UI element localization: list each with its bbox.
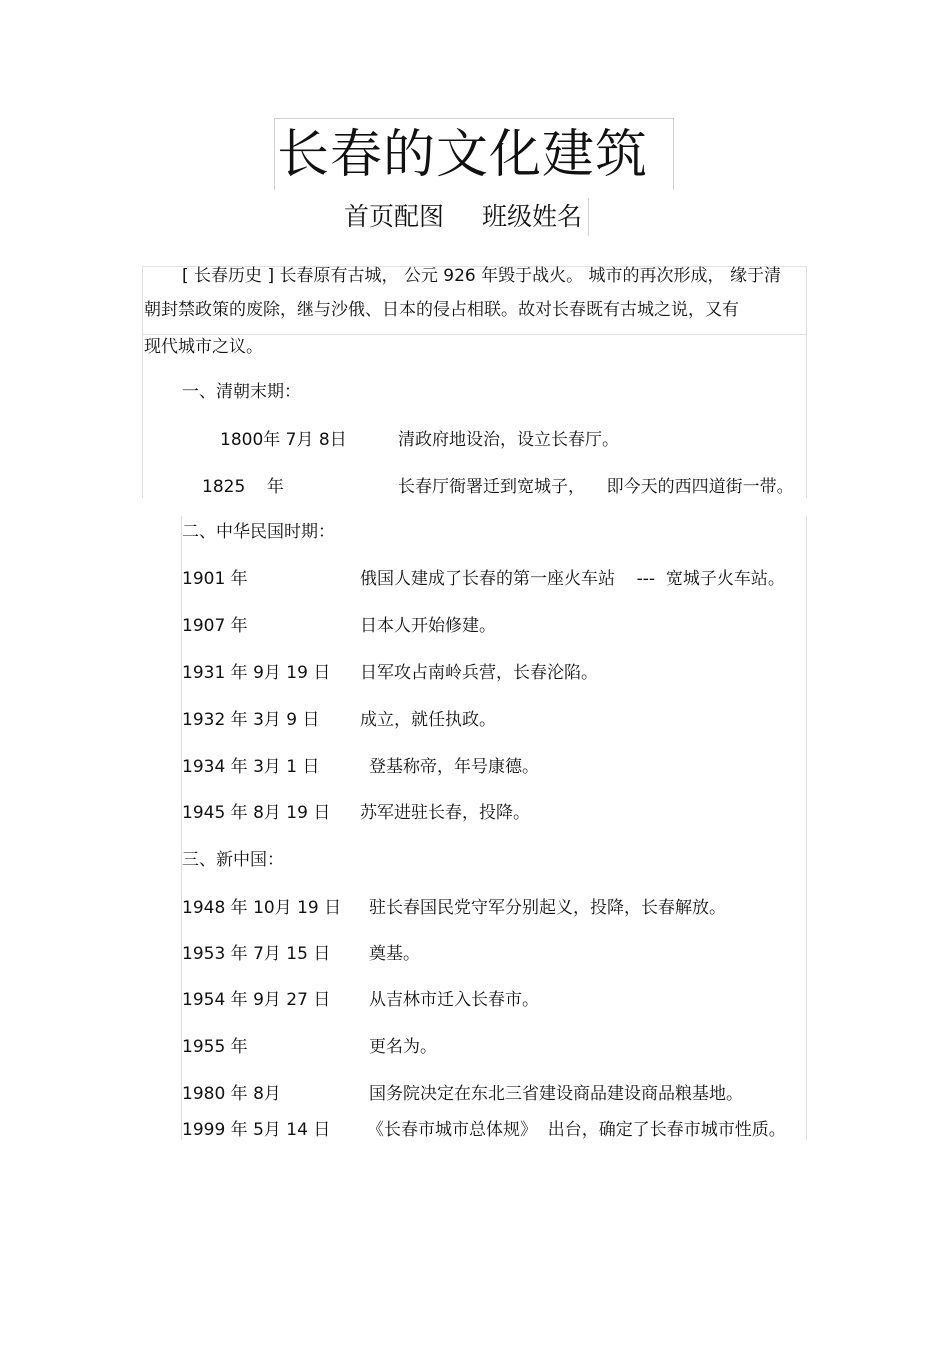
- event-date: 1825 年: [202, 477, 284, 497]
- event-date: 1980 年 8月: [182, 1084, 281, 1104]
- frame-line: [142, 266, 143, 498]
- event-text: 成立，就任执政。: [360, 710, 496, 730]
- event-date: 1955 年: [182, 1037, 248, 1057]
- event-date: 1999 年 5月 14 日: [182, 1120, 331, 1140]
- event-text: 登基称帝，年号康德。: [369, 757, 539, 777]
- event-text: 奠基。: [369, 944, 420, 964]
- intro-line-1: [ 长春历史 ] 长春原有古城， 公元 926 年毁于战火。 城市的再次形成， 缘于清: [182, 266, 781, 286]
- event-text: 《长春市城市总体规》 出台，确定了长春市城市性质。: [367, 1120, 786, 1140]
- frame-line: [142, 334, 807, 335]
- page-title: 长春的文化建筑: [274, 118, 674, 190]
- event-text: 苏军进驻长春，投降。: [360, 803, 530, 823]
- event-date: 1945 年 8月 19 日: [182, 803, 331, 823]
- event-date: 1953 年 7月 15 日: [182, 944, 331, 964]
- frame-line: [806, 266, 807, 498]
- event-date: 1932 年 3月 9 日: [182, 710, 320, 730]
- event-text: 日本人开始修建。: [360, 616, 496, 636]
- intro-line-2: 朝封禁政策的废除，继与沙俄、日本的侵占相联。故对长春既有古城之说，又有: [144, 300, 739, 320]
- event-text: 驻长春国民党守军分别起义，投降，长春解放。: [369, 898, 726, 918]
- page-subtitle: [344, 198, 589, 236]
- event-date: 1948 年 10月 19 日: [182, 898, 342, 918]
- frame-line: [806, 516, 807, 1140]
- event-text: 俄国人建成了长春的第一座火车站 --- 宽城子火车站。: [360, 569, 785, 589]
- section-heading-xinzhongguo: 三、新中国：: [182, 850, 284, 870]
- event-text: 清政府地设治，设立长春厅。: [398, 430, 619, 450]
- event-date: 1800年 7月 8日: [220, 430, 347, 450]
- event-text: 更名为。: [369, 1037, 437, 1057]
- subtitle-cover-image: 首页配图: [344, 202, 445, 231]
- event-date: 1954 年 9月 27 日: [182, 990, 331, 1010]
- subtitle-class-name: 班级姓名: [482, 202, 583, 231]
- event-text: 国务院决定在东北三省建设商品建设商品粮基地。: [369, 1084, 743, 1104]
- event-date: 1931 年 9月 19 日: [182, 663, 331, 683]
- event-date: 1901 年: [182, 569, 248, 589]
- section-heading-qing: 一、清朝末期：: [182, 382, 301, 402]
- event-text: 日军攻占南岭兵营，长春沦陷。: [360, 663, 598, 683]
- intro-line-3: 现代城市之议。: [144, 337, 263, 357]
- event-text: 长春厅衙署迁到宽城子， 即今天的西四道街一带。: [398, 477, 794, 497]
- event-text: 从吉林市迁入长春市。: [369, 990, 539, 1010]
- event-date: 1907 年: [182, 616, 248, 636]
- event-date: 1934 年 3月 1 日: [182, 757, 320, 777]
- section-heading-minguo: 二、中华民国时期：: [182, 522, 335, 542]
